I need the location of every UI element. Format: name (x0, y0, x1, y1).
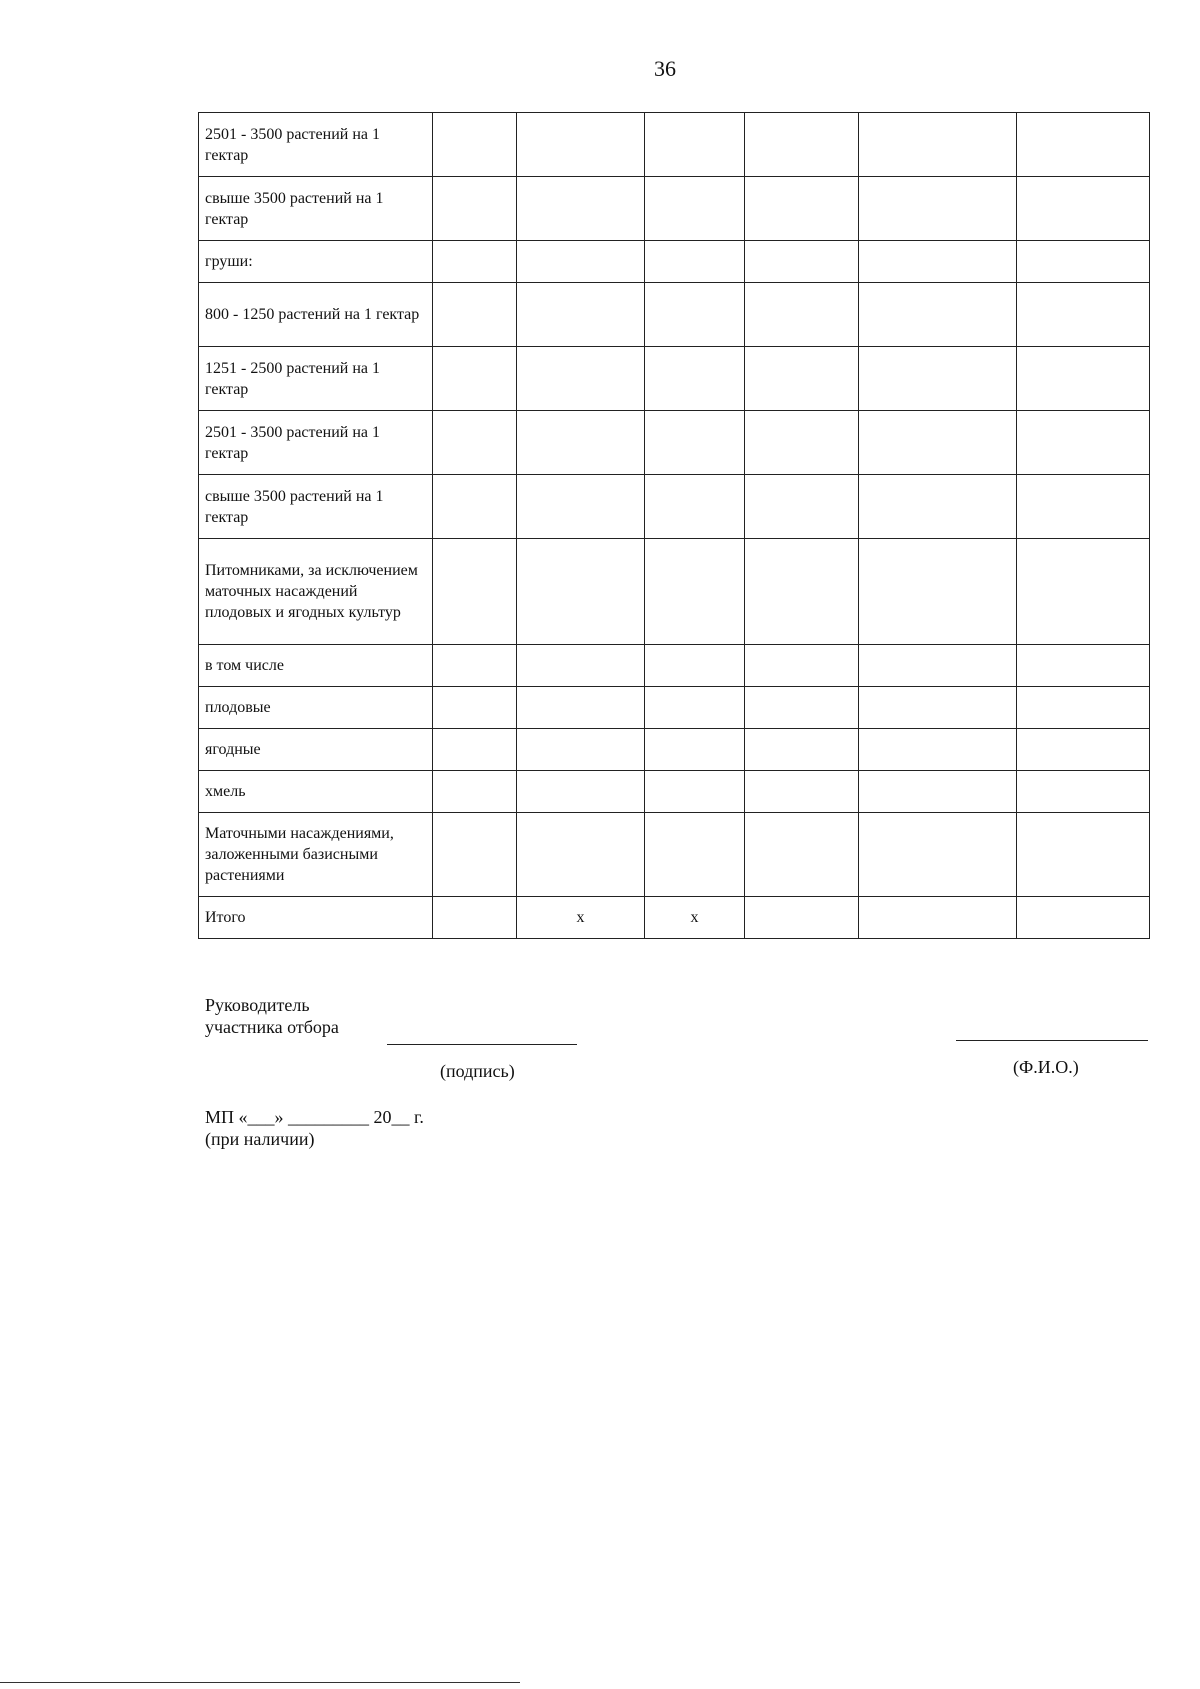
table-row (199, 283, 1150, 347)
table-cell (745, 539, 859, 645)
table-cell (517, 771, 645, 813)
table-cell (859, 177, 1017, 241)
table-cell (745, 897, 859, 939)
row-label: Итого (199, 897, 433, 939)
stamp-line: МП «___» _________ 20__ г. (205, 1107, 424, 1127)
table-row (199, 241, 1150, 283)
table-cell (859, 283, 1017, 347)
table-cell (433, 645, 517, 687)
table-cell (1017, 771, 1150, 813)
table-cell (1017, 687, 1150, 729)
table-cell (1017, 645, 1150, 687)
table-cell (1017, 897, 1150, 939)
table-cell (1017, 539, 1150, 645)
table-cell (745, 177, 859, 241)
table-cell (745, 729, 859, 771)
row-label: хмель (199, 771, 433, 813)
table-cell (859, 645, 1017, 687)
table-cell (1017, 283, 1150, 347)
table-row (199, 897, 1150, 939)
table-cell (517, 113, 645, 177)
signature-line (387, 1044, 577, 1045)
table-cell (859, 771, 1017, 813)
row-label: 1251 - 2500 растений на 1 гектар (199, 347, 433, 411)
table-cell (433, 771, 517, 813)
table-cell (645, 645, 745, 687)
table-cell (1017, 347, 1150, 411)
table-cell (517, 813, 645, 897)
table-cell (517, 687, 645, 729)
table-cell (433, 347, 517, 411)
table-cell (859, 347, 1017, 411)
row-label: 800 - 1250 растений на 1 гектар (199, 283, 433, 347)
table-cell (645, 729, 745, 771)
row-label: свыше 3500 растений на 1 гектар (199, 177, 433, 241)
row-label: Питомниками, за исключением маточных насаждений плодовых и ягодных культур (199, 539, 433, 645)
table-cell (859, 813, 1017, 897)
table-cell (745, 113, 859, 177)
table-cell (745, 771, 859, 813)
table-row (199, 113, 1150, 177)
table-cell (859, 729, 1017, 771)
table-cell (645, 177, 745, 241)
signature-caption: (подпись) (440, 1061, 515, 1081)
table-cell (517, 411, 645, 475)
page-number: 36 (654, 56, 676, 81)
table-cell (645, 539, 745, 645)
table-cell: x (645, 897, 745, 939)
table-cell (433, 177, 517, 241)
head-label-line2: участника отбора (205, 1017, 339, 1037)
table-cell (433, 729, 517, 771)
table-cell (517, 475, 645, 539)
table-cell (517, 241, 645, 283)
table-cell (517, 645, 645, 687)
table-cell (859, 411, 1017, 475)
stamp-note: (при наличии) (205, 1129, 315, 1149)
table-cell (433, 241, 517, 283)
table-cell (1017, 475, 1150, 539)
table-cell (745, 475, 859, 539)
stamp-block (205, 1106, 424, 1150)
table-cell (517, 729, 645, 771)
crop-table (198, 112, 1150, 939)
table-cell (645, 283, 745, 347)
table-cell (645, 771, 745, 813)
table-cell: x (517, 897, 645, 939)
table-cell (859, 897, 1017, 939)
table-cell (433, 475, 517, 539)
row-label: плодовые (199, 687, 433, 729)
table-cell (433, 411, 517, 475)
table-cell (745, 813, 859, 897)
row-label: 2501 - 3500 растений на 1 гектар (199, 113, 433, 177)
table-cell (433, 283, 517, 347)
table-row (199, 813, 1150, 897)
table-cell (745, 241, 859, 283)
table-row (199, 539, 1150, 645)
table-cell (645, 347, 745, 411)
row-label: в том числе (199, 645, 433, 687)
table-cell (745, 347, 859, 411)
table-cell (859, 539, 1017, 645)
table-cell (645, 411, 745, 475)
table-cell (745, 411, 859, 475)
table-cell (517, 347, 645, 411)
table-cell (433, 113, 517, 177)
table-cell (859, 475, 1017, 539)
table-cell (517, 283, 645, 347)
table-row (199, 347, 1150, 411)
row-label: Маточными насаждениями, заложенными базисными растениями (199, 813, 433, 897)
table-row (199, 687, 1150, 729)
table-cell (433, 897, 517, 939)
table-cell (1017, 813, 1150, 897)
table-cell (517, 539, 645, 645)
table-cell (433, 687, 517, 729)
table-cell (745, 283, 859, 347)
table-row (199, 771, 1150, 813)
table-cell (859, 687, 1017, 729)
table-row (199, 475, 1150, 539)
table-cell (645, 687, 745, 729)
row-label: 2501 - 3500 растений на 1 гектар (199, 411, 433, 475)
row-label: свыше 3500 растений на 1 гектар (199, 475, 433, 539)
row-label: ягодные (199, 729, 433, 771)
table-row (199, 645, 1150, 687)
table-cell (1017, 729, 1150, 771)
table-cell (433, 813, 517, 897)
table-cell (1017, 411, 1150, 475)
table-cell (745, 645, 859, 687)
table-cell (433, 539, 517, 645)
table-row (199, 411, 1150, 475)
table-cell (1017, 241, 1150, 283)
name-line (956, 1040, 1148, 1041)
table-cell (1017, 177, 1150, 241)
row-label: груши: (199, 241, 433, 283)
table-cell (645, 813, 745, 897)
table-cell (859, 113, 1017, 177)
table-row (199, 729, 1150, 771)
head-label-line1: Руководитель (205, 995, 310, 1015)
bottom-rule (0, 1682, 520, 1683)
table-cell (745, 687, 859, 729)
table-cell (645, 113, 745, 177)
head-label (205, 994, 339, 1038)
table-cell (517, 177, 645, 241)
table-cell (645, 241, 745, 283)
table-cell (1017, 113, 1150, 177)
name-caption: (Ф.И.О.) (1013, 1057, 1079, 1077)
table-row (199, 177, 1150, 241)
table-cell (645, 475, 745, 539)
table-cell (859, 241, 1017, 283)
